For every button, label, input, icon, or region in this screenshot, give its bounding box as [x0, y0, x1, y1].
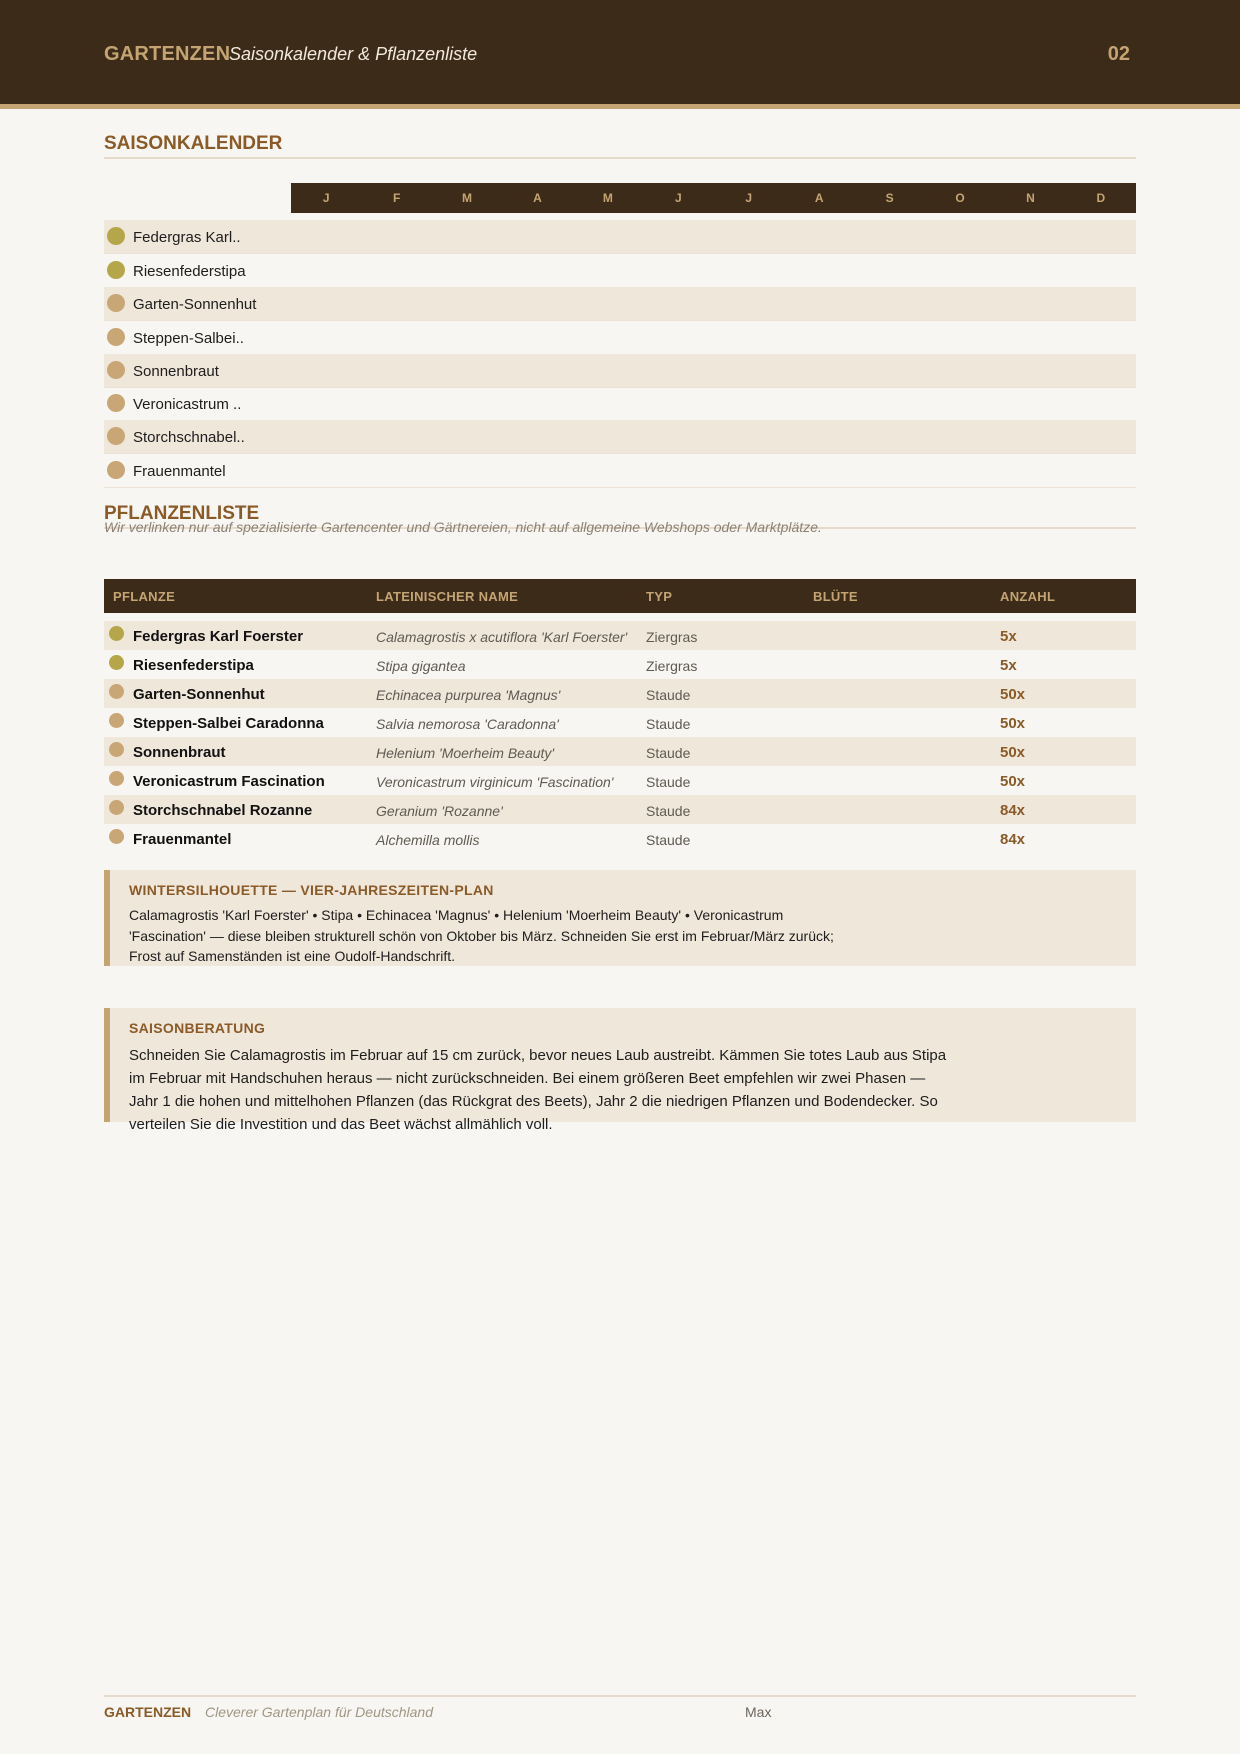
plant-color-dot: [107, 427, 125, 445]
table-row: [104, 708, 1136, 737]
month-header: [291, 183, 1136, 213]
header-bar: [0, 0, 1240, 104]
winter-silhouette-box: [104, 870, 1136, 966]
calendar-row: [104, 454, 1136, 488]
column-header-latin: LATEINISCHER NAME: [376, 589, 519, 604]
calendar-row-label: Sonnenbraut: [133, 363, 219, 380]
plant-count: 50x: [1000, 686, 1026, 703]
calendar-row: [104, 420, 1136, 454]
brand-logo: GARTENZEN: [104, 43, 231, 65]
plant-color-dot: [109, 829, 124, 844]
calendar-row-label: Steppen-Salbei..: [133, 330, 244, 347]
plant-name: Federgras Karl Foerster: [133, 628, 304, 645]
table-row: [104, 621, 1136, 650]
calendar-row: [104, 254, 1136, 288]
plant-type: Staude: [646, 832, 691, 848]
plant-color-dot: [109, 713, 124, 728]
plant-count: 50x: [1000, 744, 1026, 761]
plant-count: 50x: [1000, 773, 1026, 790]
plant-count: 50x: [1000, 715, 1026, 732]
plant-color-dot: [107, 294, 125, 312]
plant-name: Storchschnabel Rozanne: [133, 802, 313, 819]
month-aug: A: [814, 191, 824, 205]
plant-name: Veronicastrum Fascination: [133, 773, 325, 790]
plant-count: 5x: [1000, 628, 1017, 645]
plant-color-dot: [107, 227, 125, 245]
plant-type: Staude: [646, 774, 691, 790]
table-row: [104, 824, 1136, 853]
advice-box-line: Schneiden Sie Calamagrostis im Februar auf 15 cm zurück, bevor neues Laub austreibt. Kämmen Sie totes Laub aus Stipa: [129, 1047, 947, 1064]
footer-tagline: Cleverer Gartenplan für Deutschland: [205, 1704, 434, 1720]
table-row: [104, 795, 1136, 824]
calendar-row: [104, 354, 1136, 388]
latin-name: Veronicastrum virginicum 'Fascination': [376, 774, 614, 790]
plant-type: Staude: [646, 803, 691, 819]
month-sep: S: [885, 191, 894, 205]
plant-name: Frauenmantel: [133, 831, 232, 848]
season-advice-box: [104, 1008, 1136, 1133]
latin-name: Alchemilla mollis: [376, 832, 480, 848]
advice-box-line: im Februar mit Handschuhen heraus — nicht zurückschneiden. Bei einem größeren Beet empfehlen wir zwei Phasen —: [129, 1070, 926, 1087]
table-row: [104, 766, 1136, 795]
plant-name: Riesenfederstipa: [133, 657, 254, 674]
calendar-row-label: Garten-Sonnenhut: [133, 296, 257, 313]
column-header-plant: PFLANZE: [113, 589, 176, 604]
advice-box-line: Jahr 1 die hohen und mittelhohen Pflanzen (das Rückgrat des Beets), Jahr 2 die niedrigen Pflanzen und Bodendecker. So: [129, 1093, 938, 1110]
month-apr: A: [533, 191, 542, 205]
month-jul: J: [745, 191, 753, 205]
plant-color-dot: [107, 461, 125, 479]
month-nov: N: [1026, 191, 1035, 205]
latin-name: Geranium 'Rozanne': [376, 803, 503, 819]
plant-name: Garten-Sonnenhut: [133, 686, 265, 703]
calendar-row-label: Storchschnabel..: [133, 429, 245, 446]
month-feb: F: [392, 191, 401, 205]
month-mar: M: [462, 191, 473, 205]
winter-box-title: WINTERSILHOUETTE — VIER-JAHRESZEITEN-PLAN: [129, 882, 494, 898]
calendar-section-title: SAISONKALENDER: [104, 133, 283, 154]
plant-type: Staude: [646, 687, 691, 703]
plant-color-dot: [109, 742, 124, 757]
winter-box-line: 'Fascination' — diese bleiben strukturell schön von Oktober bis März. Schneiden Sie erst im Februar/März zurück;: [129, 928, 834, 944]
plant-count: 5x: [1000, 657, 1017, 674]
plant-color-dot: [107, 361, 125, 379]
calendar-row: [104, 387, 1136, 421]
latin-name: Calamagrostis x acutiflora 'Karl Foerster': [376, 629, 628, 645]
retailer-disclaimer: Wir verlinken nur auf spezialisierte Gartencenter und Gärtnereien, nicht auf allgemeine Webshops oder Marktplätze.: [104, 519, 822, 535]
plant-type: Ziergras: [646, 629, 698, 645]
column-header-count: ANZAHL: [1000, 589, 1056, 604]
month-jan: J: [322, 191, 330, 205]
column-header-type: TYP: [646, 589, 673, 604]
month-oct: O: [955, 191, 965, 205]
page-number: 02: [1107, 43, 1130, 65]
plant-count: 84x: [1000, 831, 1026, 848]
table-row: [104, 650, 1136, 679]
advice-box-line: verteilen Sie die Investition und das Beet wächst allmählich voll.: [129, 1116, 553, 1133]
plant-table-header: [104, 579, 1136, 613]
plant-count: 84x: [1000, 802, 1026, 819]
plant-color-dot: [109, 684, 124, 699]
table-row: [104, 737, 1136, 766]
month-dec: D: [1096, 191, 1106, 205]
plant-name: Sonnenbraut: [133, 744, 226, 761]
calendar-title-rule: [104, 157, 1136, 159]
plant-color-dot: [107, 394, 125, 412]
footer-brand: GARTENZEN: [104, 1704, 192, 1720]
latin-name: Stipa gigantea: [376, 658, 466, 674]
latin-name: Helenium 'Moerheim Beauty': [376, 745, 555, 761]
footer-user-name: Max: [745, 1704, 772, 1720]
winter-box-line: Calamagrostis 'Karl Foerster' • Stipa • Echinacea 'Magnus' • Helenium 'Moerheim Beauty' • Veronicastrum: [129, 907, 784, 923]
document-title: Saisonkalender & Pflanzenliste: [229, 44, 478, 64]
advice-box-title: SAISONBERATUNG: [129, 1020, 266, 1036]
table-row: [104, 679, 1136, 708]
calendar-row-label: Frauenmantel: [133, 463, 226, 480]
column-header-bloom: BLÜTE: [813, 589, 858, 604]
plant-color-dot: [109, 771, 124, 786]
plant-color-dot: [107, 328, 125, 346]
plant-type: Staude: [646, 745, 691, 761]
calendar-row: [104, 321, 1136, 355]
month-may: M: [602, 191, 613, 205]
header-accent-line: [0, 104, 1240, 109]
plant-color-dot: [109, 655, 124, 670]
month-jun: J: [674, 191, 682, 205]
plant-type: Staude: [646, 716, 691, 732]
footer-rule: [104, 1695, 1136, 1697]
calendar-row-label: Veronicastrum ..: [133, 396, 242, 413]
winter-box-line: Frost auf Samenständen ist eine Oudolf-Handschrift.: [129, 948, 456, 964]
plant-list-section-title: PFLANZENLISTE: [104, 503, 260, 524]
calendar-row: [104, 287, 1136, 321]
plant-type: Ziergras: [646, 658, 698, 674]
calendar-row-label: Riesenfederstipa: [133, 263, 246, 280]
calendar-row-label: Federgras Karl..: [133, 229, 241, 246]
calendar-row: [104, 220, 1136, 254]
plant-color-dot: [109, 800, 124, 815]
latin-name: Salvia nemorosa 'Caradonna': [376, 716, 559, 732]
latin-name: Echinacea purpurea 'Magnus': [376, 687, 561, 703]
plant-name: Steppen-Salbei Caradonna: [133, 715, 324, 732]
plant-color-dot: [109, 626, 124, 641]
plant-color-dot: [107, 261, 125, 279]
